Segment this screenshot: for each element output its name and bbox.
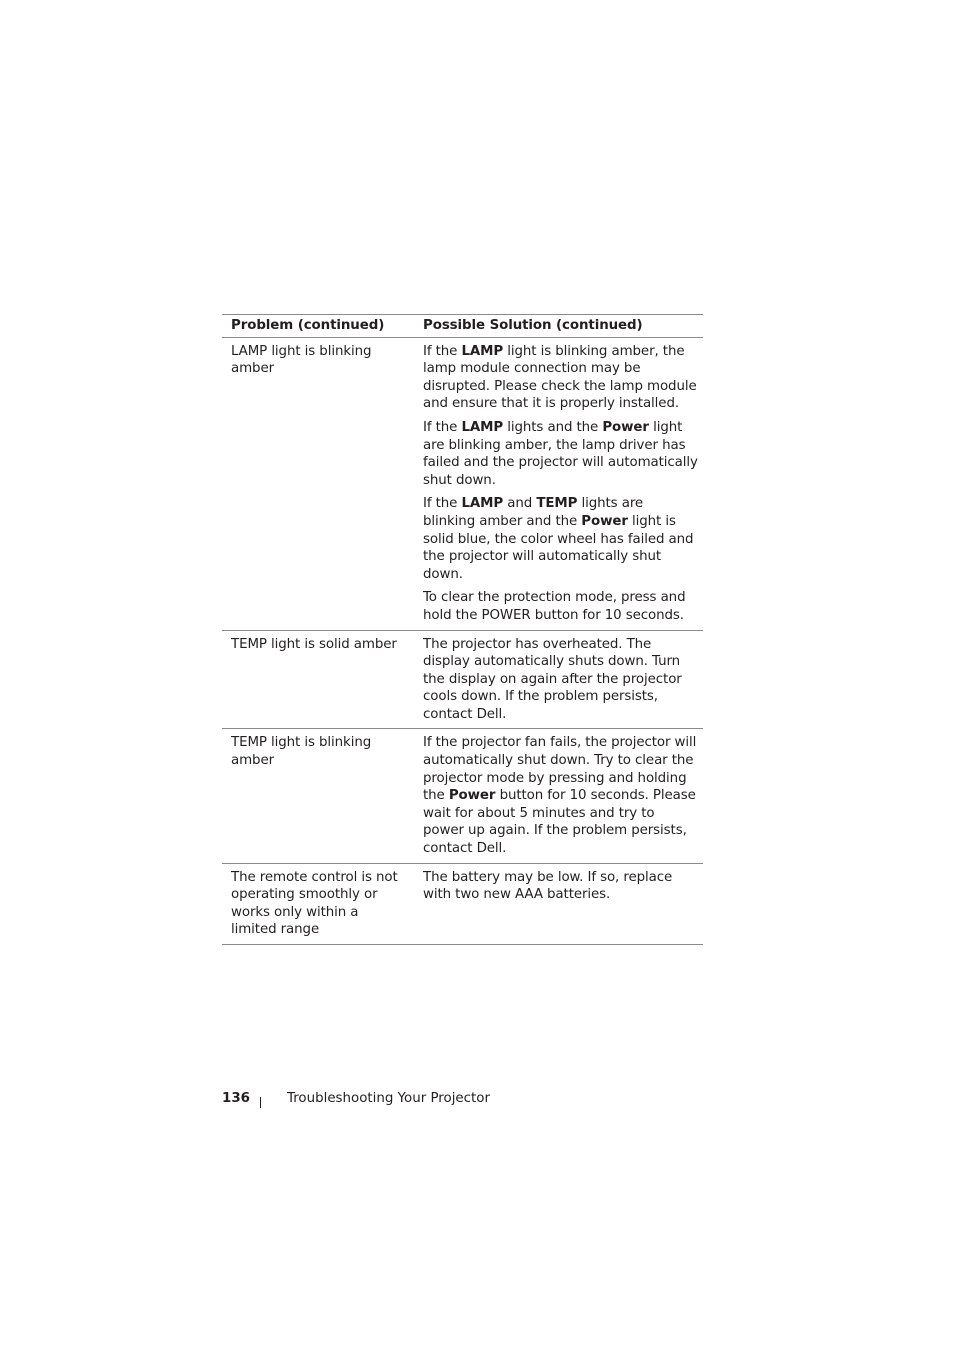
solution-text: light are blinking amber, the lamp driver has failed and the projector will automatically shut down. (423, 419, 698, 488)
solution-text: If the (423, 496, 462, 512)
emphasis-text: Power (602, 419, 649, 435)
solution-cell (414, 631, 703, 729)
problem-cell (222, 729, 414, 862)
table-row (222, 337, 703, 630)
solution-paragraph (423, 869, 699, 904)
header-solution: Possible Solution (continued) (423, 318, 643, 333)
emphasis-text: Power (581, 513, 628, 529)
table-row (222, 863, 703, 944)
solution-paragraph (423, 589, 699, 624)
problem-cell (222, 631, 414, 729)
page-footer (222, 1088, 490, 1108)
section-title: Troubleshooting Your Projector (287, 1090, 490, 1106)
emphasis-text: LAMP (461, 496, 504, 512)
table-header-row (222, 315, 703, 337)
solution-paragraph (423, 419, 699, 489)
solution-paragraph (423, 636, 699, 724)
solution-text: button for 10 seconds. Please wait for about 5 minutes and try to power up again. If the problem persists, contact Dell. (423, 788, 696, 857)
table-row (222, 630, 703, 729)
footer-divider (260, 1097, 261, 1108)
problem-text: TEMP light is blinking amber (231, 735, 372, 769)
page-number: 136 (222, 1090, 250, 1106)
solution-text: To clear the protection mode, press and hold the POWER button for 10 seconds. (423, 590, 686, 623)
problem-text: TEMP light is solid amber (231, 636, 397, 652)
solution-text: light is blinking amber, the lamp module connection may be disrupted. Please check the lamp module and ensure that it is properly installed. (423, 343, 697, 412)
solution-text: light is solid blue, the color wheel has failed and the projector will automatically shut down. (423, 513, 694, 582)
solution-text: The battery may be low. If so, replace with two new AAA batteries. (423, 869, 673, 903)
solution-text: If the (423, 419, 462, 435)
table-body (222, 337, 703, 944)
header-problem: Problem (continued) (231, 318, 385, 333)
solution-text: and (503, 496, 537, 512)
problem-text: LAMP light is blinking amber (231, 343, 372, 377)
emphasis-text: LAMP (461, 419, 504, 435)
solution-paragraph (423, 343, 699, 413)
emphasis-text: Power (448, 788, 496, 804)
solution-paragraph (423, 734, 699, 857)
solution-cell (414, 338, 703, 630)
problem-text: The remote control is not operating smoothly or works only within a limited range (231, 869, 398, 938)
solution-text: The projector has overheated. The display automatically shuts down. Turn the display on again after the projector cools down. If the problem persists, contact Dell. (423, 636, 682, 722)
solution-cell (414, 729, 703, 862)
solution-cell (414, 864, 703, 944)
troubleshooting-table (222, 314, 703, 945)
problem-cell (222, 864, 414, 944)
solution-paragraph (423, 495, 699, 583)
problem-cell (222, 338, 414, 630)
solution-text: lights and the (503, 419, 603, 435)
solution-text: lights are blinking amber and the (423, 496, 644, 529)
emphasis-text: TEMP (536, 496, 578, 512)
solution-text: If the (423, 343, 462, 359)
solution-text: If the projector fan fails, the projector will automatically shut down. Try to clear the projector mode by pressing and holding the (423, 735, 697, 804)
table-row (222, 728, 703, 862)
emphasis-text: LAMP (461, 343, 504, 359)
